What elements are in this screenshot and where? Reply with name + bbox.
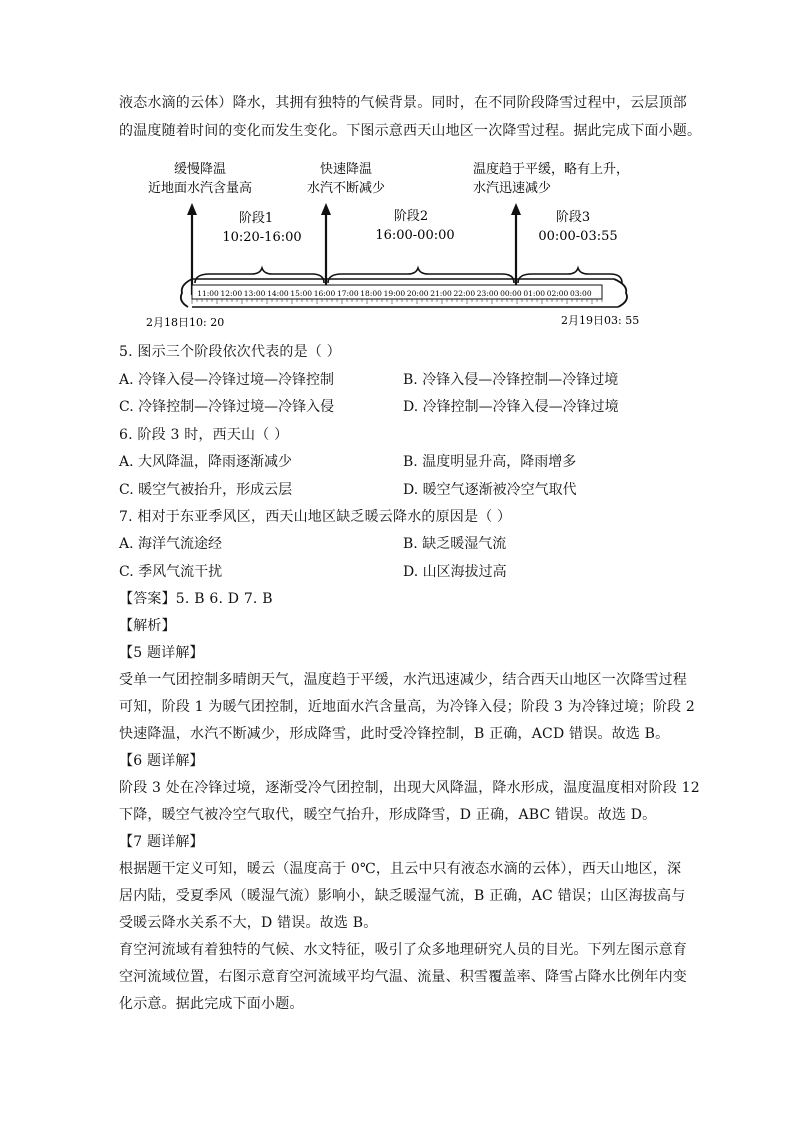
- stage-3-name: 阶段3: [555, 210, 591, 225]
- tick-label: 12:00: [220, 289, 243, 298]
- tick-label: 17:00: [336, 289, 359, 298]
- bar-left-bracket: [181, 279, 192, 307]
- bar-right-bracket: [614, 279, 627, 307]
- tick-label: 21:00: [430, 289, 452, 298]
- tick-label: 15:00: [290, 289, 313, 298]
- tick-label: 11:00: [197, 289, 219, 298]
- note-3-line-2: 水汽迅速减少: [473, 181, 552, 196]
- brace-stage-2: [328, 268, 514, 283]
- q5-option-a: A. 冷锋入侵—冷锋过境—冷锋控制: [119, 372, 335, 388]
- q7-option-b: B. 缺乏暖湿气流: [403, 536, 507, 552]
- q6-option-a: A. 大风降温，降雨逐渐减少: [119, 454, 293, 470]
- next-intro-line-1: 育空河流域有着独特的气候、水文特征，吸引了众多地理研究人员的目光。下列左图示意育: [119, 942, 687, 958]
- tick-label: 02:00: [546, 289, 569, 298]
- q6-option-b: B. 温度明显升高，降雨增多: [403, 454, 577, 470]
- q6-option-d: D. 暖空气逐渐被冷空气取代: [403, 482, 577, 498]
- q7-detail-line-1: 根据题干定义可知，暖云（温度高于 0℃，且云中只有液态水滴的云体），西天山地区，深: [119, 861, 682, 877]
- timeline-ticks: [192, 289, 602, 304]
- q7-stem: 7. 相对于东亚季风区，西天山地区缺乏暖云降水的原因是（ ）: [119, 509, 512, 525]
- tick-label: 01:00: [523, 289, 546, 298]
- q5-option-d: D. 冷锋控制—冷锋入侵—冷锋过境: [403, 399, 619, 415]
- stage-1-name: 阶段1: [238, 211, 274, 226]
- q6-detail-line-1: 阶段 3 处在冷锋过境，逐渐受冷气团控制，出现大风降温，降水形成，温度温度相对阶段 12: [119, 780, 700, 796]
- q5-detail-line-1: 受单一气团控制多晴朗天气，温度趋于平缓，水汽迅速减少，结合西天山地区一次降雪过程: [119, 672, 687, 688]
- q5-option-b: B. 冷锋入侵—冷锋控制—冷锋过境: [403, 372, 619, 388]
- note-1-line-2: 近地面水汽含量高: [147, 181, 253, 196]
- q6-detail-title: 【6 题详解】: [119, 753, 204, 769]
- tick-label: 00:00: [500, 289, 522, 298]
- q7-option-a: A. 海洋气流途经: [119, 536, 223, 552]
- stage-2-name: 阶段2: [393, 209, 429, 224]
- next-intro-line-2: 空河流域位置，右图示意育空河流域平均气温、流量、积雪覆盖率、降雪占降水比例年内变: [119, 969, 687, 985]
- q7-option-d: D. 山区海拔过高: [403, 564, 507, 580]
- intro-line-1: 液态水滴的云体）降水，其拥有独特的气候背景。同时，在不同阶段降雪过程中，云层顶部: [119, 95, 687, 111]
- arrow-stage-2-start: [321, 203, 331, 295]
- tick-label: 03:00: [569, 289, 592, 298]
- q5-option-c: C. 冷锋控制—冷锋过境—冷锋入侵: [119, 399, 335, 415]
- q7-option-c: C. 季风气流干扰: [119, 564, 223, 580]
- intro-line-2: 的温度随着时间的变化而发生变化。下图示意西天山地区一次降雪过程。据此完成下面小题。: [119, 123, 702, 139]
- next-intro-line-3: 化示意。据此完成下面小题。: [119, 996, 304, 1012]
- tick-label: 14:00: [267, 289, 289, 298]
- tick-label: 22:00: [453, 289, 476, 298]
- stage-2-time: 16:00-00:00: [375, 228, 455, 243]
- tick-label: 23:00: [476, 289, 499, 298]
- q7-detail-title: 【7 题详解】: [119, 834, 204, 850]
- tick-label: 13:00: [243, 289, 266, 298]
- q6-stem: 6. 阶段 3 时，西天山（ ）: [119, 427, 289, 443]
- q5-stem: 5. 图示三个阶段依次代表的是（ ）: [119, 344, 341, 360]
- stage-1-time: 10:20-16:00: [222, 230, 302, 245]
- q6-detail-line-2: 下降，暖空气被冷空气取代，暖空气抬升，形成降雪，D 正确，ABC 错误。故选 D。: [119, 807, 657, 823]
- end-date-label: 2月19日03: 55: [561, 314, 640, 327]
- analysis-heading: 【解析】: [119, 618, 176, 634]
- brace-stage-3: [518, 268, 622, 283]
- q7-detail-line-3: 受暖云降水关系不大，D 错误。故选 B。: [119, 915, 378, 931]
- note-3-line-1: 温度趋于平缓，略有上升，: [473, 162, 630, 177]
- tick-label: 18:00: [360, 289, 382, 298]
- tick-label: 16:00: [313, 289, 336, 298]
- q6-option-c: C. 暖空气被抬升，形成云层: [119, 482, 293, 498]
- q5-detail-title: 【5 题详解】: [119, 645, 204, 661]
- note-2-line-1: 快速降温: [319, 162, 373, 177]
- arrow-stage-3-start: [511, 203, 521, 295]
- tick-label: 20:00: [406, 289, 429, 298]
- note-1-line-1: 缓慢降温: [173, 162, 227, 177]
- q5-detail-line-3: 快速降温，水汽不断减少，形成降雪，此时受冷锋控制，B 正确，ACD 错误。故选 B。: [119, 726, 670, 742]
- q7-detail-line-2: 居内陆，受夏季风（暖湿气流）影响小，缺乏暖湿气流，B 正确，AC 错误；山区海拔高与: [119, 888, 686, 904]
- snowfall-timeline-figure: [140, 155, 650, 335]
- stage-3-time: 00:00-03:55: [538, 229, 618, 244]
- q5-detail-line-2: 可知，阶段 1 为暖气团控制，近地面水汽含量高，为冷锋入侵；阶段 3 为冷锋过境；阶段 2: [119, 699, 695, 715]
- brace-stage-1: [195, 268, 324, 283]
- tick-label: 19:00: [383, 289, 406, 298]
- answer-line: 【答案】5. B 6. D 7. B: [119, 591, 273, 607]
- start-date-label: 2月18日10: 20: [146, 316, 225, 329]
- note-2-line-2: 水汽不断减少: [306, 181, 386, 196]
